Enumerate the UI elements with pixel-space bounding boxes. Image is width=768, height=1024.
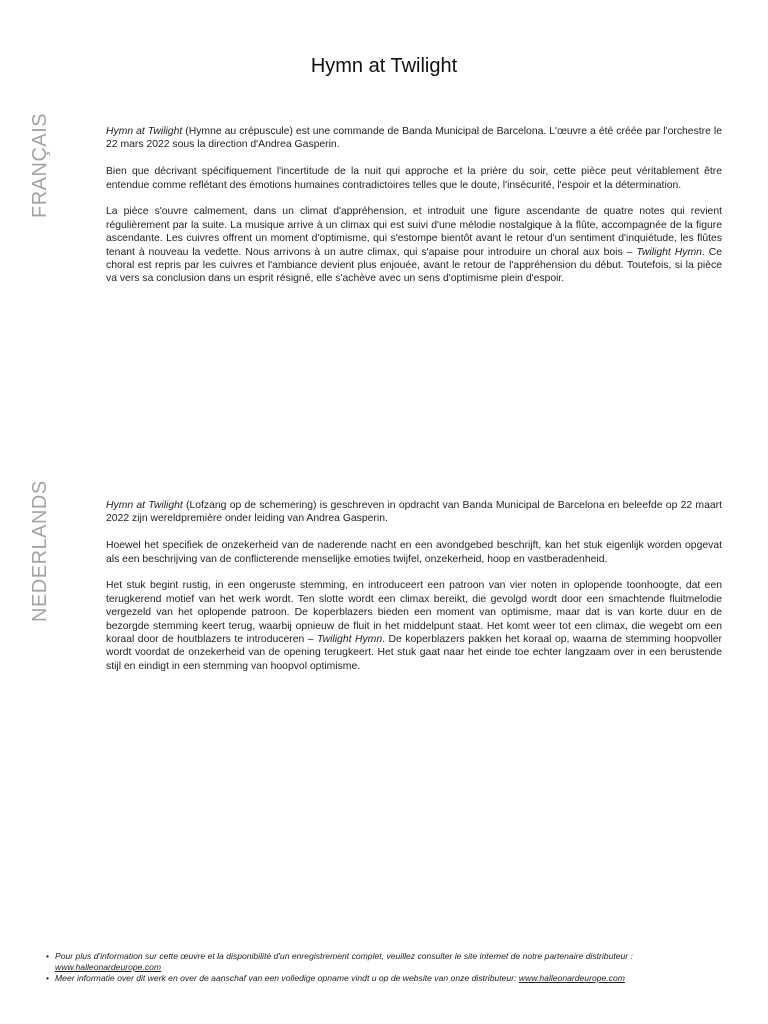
paragraph-text: . Ce choral est repris par les cuivres et l'ambiance devient plus enjouée, avant le retour de l'appréhension du début. Toutefois, si la pièce va vers sa conclusion dans un esprit résigné, elle s'achève avec un sens d'optimisme plein d'espoir.	[106, 246, 722, 285]
paragraph-text: . De koperblazers pakken het koraal op, waarna de stemming hoopvoller wordt voordat de onzekerheid van de opening terugkeert. Het stuk gaat naar het einde toe echter langzaam over in een berustende stijl en eindigt in een stemming van hoopvol optimisme.	[106, 634, 722, 672]
language-label-nederlands: NEDERLANDS	[29, 480, 51, 622]
paragraph-text: Het stuk begint rustig, in een ongeruste stemming, en introduceert een patroon van vier noten in oplopende toonhoogte, dat een terugkerend motief van het werk wordt. Ten slotte wordt een climax bereikt, die gevolgd wordt door een smachtende fluitmelodie vergezeld van het oplopende patroon. De koperblazers bieden een moment van optimisme, maar dat is van korte duur en de bezorgde stemming keert terug, waarbij opnieuw de fluit in het middelpunt staat. Het komt weer tot een climax, die wegebt om een koraal door de houtblazers te introduceren –	[106, 580, 722, 646]
paragraph-description: Bien que décrivant spécifiquement l'incertitude de la nuit qui approche et la prière du soir, cette pièce peut véritablement être entendue comme reflétant des émotions humaines contradictoires telles que le doute, l'insécurité, l'espoir et la détermination.	[106, 166, 722, 191]
work-title: Hymn at Twilight	[106, 126, 183, 137]
bullet-icon: •	[46, 951, 50, 961]
paragraph-text: La pièce s'ouvre calmement, dans un climat d'appréhension, et introduit une figure ascendante de quatre notes qui revient régulièrement par la suite. La musique arrive à un climax qui est suivi d'une mélodie nostalgique à la flûte, accompagnée de la figure ascendante. Les cuivres offrent un moment d'optimisme, qui s'estompe bientôt avant le retour d'un sentiment d'inquiétude, les flûtes tenant à nouveau la vedette. Nous arrivons à un autre climax, qui s'apaise pour introduire un choral aux bois –	[106, 206, 722, 258]
bullet-icon: •	[46, 973, 50, 983]
paragraph-intro	[106, 125, 722, 152]
work-title: Hymn at Twilight	[106, 500, 183, 511]
paragraph-analysis	[106, 579, 722, 673]
distributor-link[interactable]: www.halleonardeurope.com	[55, 962, 162, 972]
paragraph-text: (Hymne au crépuscule) est une commande de Banda Municipal de Barcelona. L'œuvre a été créée par l'orchestre le 22 mars 2022 sous la direction d'Andrea Gasperin.	[106, 126, 722, 151]
chorale-title: Twilight Hymn	[636, 246, 702, 258]
paragraph-intro	[106, 499, 722, 526]
page-title: Hymn at Twilight	[310, 55, 458, 77]
section-francais	[106, 125, 722, 299]
distributor-link[interactable]: www.halleonardeurope.com	[518, 973, 625, 983]
paragraph-analysis	[106, 205, 722, 285]
paragraph-description: Hoewel het specifiek de onzekerheid van de naderende nacht en een avondgebed beschrijft, kan het stuk eigenlijk worden opgevat als een beschrijving van de conflicterende menselijke emoties twijfel, onzekerheid, hoop en vastberadenheid.	[106, 540, 722, 565]
footnote-nederlands	[46, 973, 726, 984]
footnotes	[46, 951, 726, 984]
language-label-francais: FRANÇAIS	[29, 112, 51, 218]
footnote-text: Pour plus d'information sur cette œuvre et la disponibilité d'un enregistrement complet, veuillez consulter le site internet de notre partenaire distributeur :	[55, 951, 633, 961]
footnote-francais	[46, 951, 726, 973]
footnote-text: Meer informatie over dit werk en over de aanschaf van een volledige opname vindt u op de website van onze distributeur:	[55, 973, 519, 983]
section-nederlands	[106, 499, 722, 687]
chorale-title: Twilight Hymn	[317, 634, 383, 646]
paragraph-text: (Lofzang op de schemering) is geschreven in opdracht van Banda Municipal de Barcelona en beleefde op 22 maart 2022 zijn wereldpremière onder leiding van Andrea Gasperin.	[106, 500, 722, 525]
